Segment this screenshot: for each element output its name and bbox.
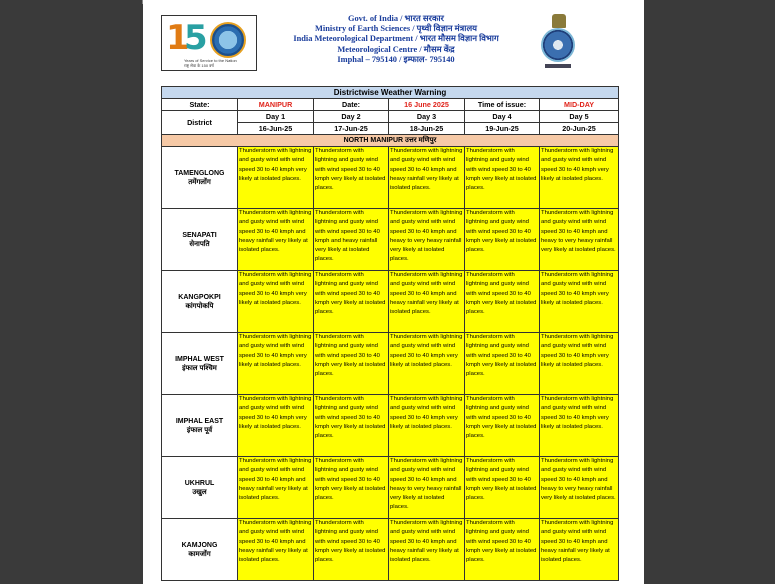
district-name-hindi: तमेंगलोंग (188, 178, 211, 186)
issue-time-label: Time of issue: (465, 99, 540, 111)
logo-globe-icon (210, 22, 246, 58)
table-row (162, 271, 619, 333)
district-name: UKHRUL (184, 479, 215, 487)
date-label: Date: (314, 99, 389, 111)
warning-cell: Thunderstorm with lightning and gusty wind with wind speed 30 to 40 kmph very likely at isolated places. (465, 395, 540, 457)
day-label: Day 2 (314, 111, 389, 123)
warning-cell: Thunderstorm with lightning and gusty wind with wind speed 30 to 40 kmph and heavy rainfall very likely at isolated places. (540, 519, 619, 581)
warning-cell: Thunderstorm with lightning and gusty wind with wind speed 30 to 40 kmph and heavy rainfall very likely at isolated places. (389, 271, 465, 333)
header-line-centre: Meteorological Centre / मौसम केंद्र (337, 44, 455, 54)
logo-digit-one: 1 (166, 18, 190, 58)
district-name: KAMJONG (181, 541, 218, 549)
warning-cell: Thunderstorm with lightning and gusty wind with wind speed 30 to 40 kmph very likely at isolated places. (389, 395, 465, 457)
table-row (162, 457, 619, 519)
warning-cell: Thunderstorm with lightning and gusty wind with wind speed 30 to 40 kmph and heavy rainfall very likely at isolated places. (238, 519, 314, 581)
day-date: 17-Jun-25 (314, 123, 389, 135)
day-label: Day 5 (540, 111, 619, 123)
day-date: 20-Jun-25 (540, 123, 619, 135)
warning-cell: Thunderstorm with lightning and gusty wind with wind speed 30 to 40 kmph very likely at isolated places. (465, 333, 540, 395)
district-warning-table (161, 86, 619, 581)
district-name-hindi: कांगपोकपि (185, 302, 214, 310)
warning-cell: Thunderstorm with lightning and gusty wind with wind speed 30 to 40 kmph and heavy rainfall very likely at isolated places. (238, 209, 314, 271)
warning-cell: Thunderstorm with lightning and gusty wind with wind speed 30 to 40 kmph very likely at isolated places. (540, 147, 619, 209)
warning-cell: Thunderstorm with lightning and gusty wind with wind speed 30 to 40 kmph and heavy rainfall very likely at isolated places. (389, 147, 465, 209)
district-rows (162, 147, 619, 581)
warning-cell: Thunderstorm with lightning and gusty wind with wind speed 30 to 40 kmph very likely at isolated places. (238, 333, 314, 395)
office-address-block (261, 14, 531, 65)
warning-cell: Thunderstorm with lightning and gusty wind with wind speed 30 to 40 kmph very likely at isolated places. (540, 271, 619, 333)
logo-digit-five: 5 (184, 18, 208, 58)
issue-time-value: MID-DAY (540, 99, 619, 111)
warning-cell: Thunderstorm with lightning and gusty wind with wind speed 30 to 40 kmph very likely at isolated places. (465, 457, 540, 519)
district-name-hindi: कामजोंग (188, 550, 211, 558)
district-name-hindi: उखुल (192, 488, 207, 496)
state-value: MANIPUR (238, 99, 314, 111)
district-name-cell (162, 395, 238, 457)
district-name-cell (162, 519, 238, 581)
day-label: Day 4 (465, 111, 540, 123)
district-name-hindi: सेनापति (189, 240, 210, 248)
logo-tagline: Years of Service to the Nation (184, 58, 237, 63)
warning-cell: Thunderstorm with lightning and gusty wind with wind speed 30 to 40 kmph and heavy to very heavy rainfall very likely at isolated places. (540, 209, 619, 271)
header-line-govt: Govt. of India / भारत सरकार (347, 14, 444, 23)
district-name-cell (162, 147, 238, 209)
warning-cell: Thunderstorm with lightning and gusty wind with wind speed 30 to 40 kmph very likely at isolated places. (314, 333, 389, 395)
table-row (162, 147, 619, 209)
district-name: IMPHAL EAST (175, 417, 224, 425)
document-page (143, 0, 644, 584)
warning-cell: Thunderstorm with lightning and gusty wind with wind speed 30 to 40 kmph very likely at isolated places. (314, 457, 389, 519)
day-date: 19-Jun-25 (465, 123, 540, 135)
date-value: 16 June 2025 (389, 99, 465, 111)
logo-tagline-hindi: राष्ट्र सेवा के 150 वर्ष (184, 63, 214, 68)
warning-cell: Thunderstorm with lightning and gusty wind with wind speed 30 to 40 kmph and heavy to very heavy rainfall very likely at isolated places. (540, 457, 619, 519)
header-line-address: Imphal – 795140 / इम्फाल- 795140 (337, 54, 455, 64)
imd-emblem-icon (539, 14, 579, 70)
district-name: KANGPOKPI (178, 293, 221, 301)
district-name-cell (162, 271, 238, 333)
district-name: TAMENGLONG (174, 169, 225, 177)
warning-cell: Thunderstorm with lightning and gusty wind with wind speed 30 to 40 kmph very likely at isolated places. (540, 395, 619, 457)
warning-cell: Thunderstorm with lightning and gusty wind with wind speed 30 to 40 kmph and heavy to very heavy rainfall very likely at isolated places. (389, 209, 465, 271)
warning-cell: Thunderstorm with lightning and gusty wind with wind speed 30 to 40 kmph very likely at isolated places. (389, 333, 465, 395)
warning-cell: Thunderstorm with lightning and gusty wind with wind speed 30 to 40 kmph and heavy to very heavy rainfall very likely at isolated places. (389, 457, 465, 519)
table-row (162, 333, 619, 395)
warning-cell: Thunderstorm with lightning and gusty wind with wind speed 30 to 40 kmph and heavy rainfall very likely at isolated places. (389, 519, 465, 581)
warning-cell: Thunderstorm with lightning and gusty wind with wind speed 30 to 40 kmph very likely at isolated places. (314, 271, 389, 333)
warning-cell: Thunderstorm with lightning and gusty wind with wind speed 30 to 40 kmph very likely at isolated places. (465, 271, 540, 333)
table-row (162, 209, 619, 271)
warning-cell: Thunderstorm with lightning and gusty wind with wind speed 30 to 40 kmph very likely at isolated places. (238, 395, 314, 457)
day-label: Day 1 (238, 111, 314, 123)
state-label: State: (162, 99, 238, 111)
district-name: IMPHAL WEST (175, 355, 224, 363)
warning-cell: Thunderstorm with lightning and gusty wind with wind speed 30 to 40 kmph very likely at isolated places. (314, 147, 389, 209)
district-name-cell (162, 209, 238, 271)
document-header (161, 12, 621, 72)
warning-cell: Thunderstorm with lightning and gusty wind with wind speed 30 to 40 kmph very likely at isolated places. (540, 333, 619, 395)
region-header: NORTH MANIPUR उत्तर मणिपुर (162, 135, 619, 147)
table-row (162, 395, 619, 457)
header-line-department: India Meteorological Department / भारत मौसम विज्ञान विभाग (293, 34, 499, 44)
district-name-cell (162, 457, 238, 519)
district-name: SENAPATI (182, 231, 217, 239)
day-label: Day 3 (389, 111, 465, 123)
warning-cell: Thunderstorm with lightning and gusty wind with wind speed 30 to 40 kmph very likely at isolated places. (465, 519, 540, 581)
district-name-cell (162, 333, 238, 395)
warning-cell: Thunderstorm with lightning and gusty wind with wind speed 30 to 40 kmph and heavy rainfall very likely at isolated places. (238, 457, 314, 519)
warning-cell: Thunderstorm with lightning and gusty wind with wind speed 30 to 40 kmph and heavy rainfall very likely at isolated places. (314, 209, 389, 271)
table-row (162, 519, 619, 581)
day-date: 18-Jun-25 (389, 123, 465, 135)
district-name-hindi: इंफाल पूर्व (186, 426, 213, 434)
warning-cell: Thunderstorm with lightning and gusty wind with wind speed 30 to 40 kmph very likely at isolated places. (314, 395, 389, 457)
warning-cell: Thunderstorm with lightning and gusty wind with wind speed 30 to 40 kmph very likely at isolated places. (465, 209, 540, 271)
table-title: Districtwise Weather Warning (162, 87, 619, 99)
district-name-hindi: इंफाल पश्चिम (182, 364, 217, 372)
district-header: District (162, 111, 238, 135)
day-date: 16-Jun-25 (238, 123, 314, 135)
header-line-ministry: Ministry of Earth Sciences / पृथ्वी विज्ञान मंत्रालय (315, 24, 477, 34)
imd-150-years-logo (161, 15, 257, 71)
warning-cell: Thunderstorm with lightning and gusty wind with wind speed 30 to 40 kmph very likely at isolated places. (238, 147, 314, 209)
warning-cell: Thunderstorm with lightning and gusty wind with wind speed 30 to 40 kmph very likely at isolated places. (238, 271, 314, 333)
warning-cell: Thunderstorm with lightning and gusty wind with wind speed 30 to 40 kmph very likely at isolated places. (465, 147, 540, 209)
warning-cell: Thunderstorm with lightning and gusty wind with wind speed 30 to 40 kmph very likely at isolated places. (314, 519, 389, 581)
